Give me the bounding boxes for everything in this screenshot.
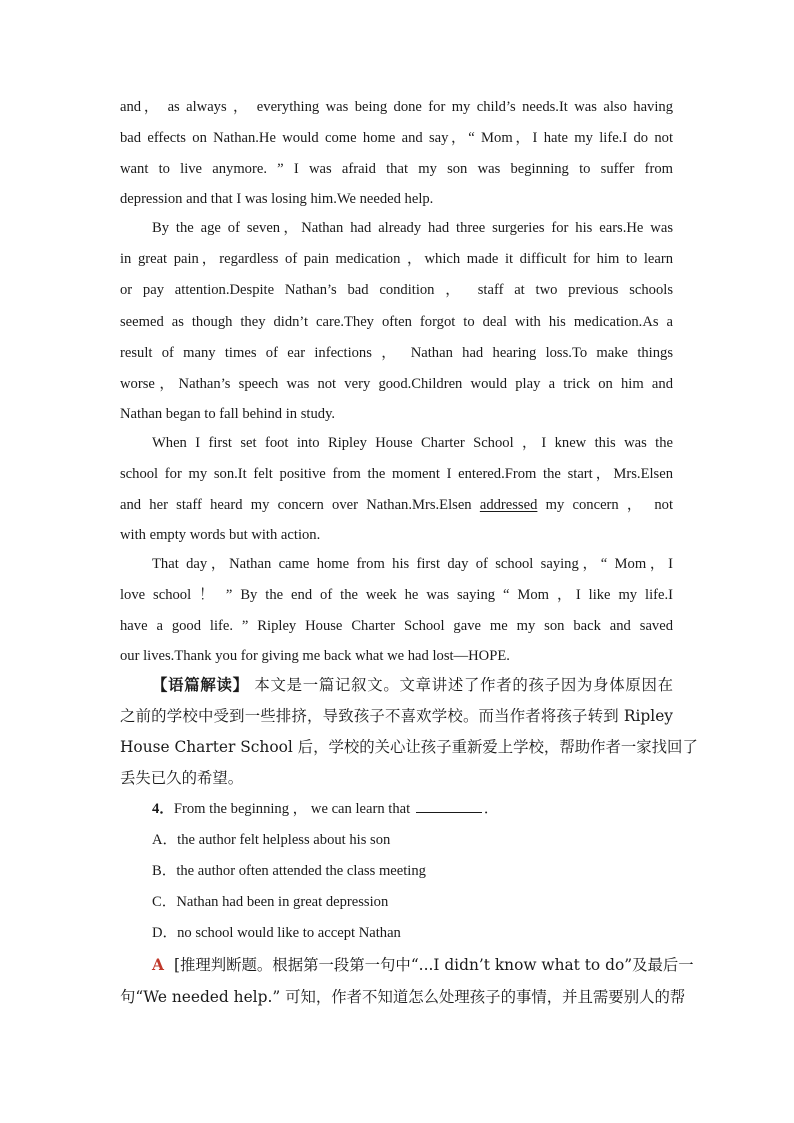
option-b: B．the author often attended the class meeting — [152, 863, 426, 879]
option-a: A．the author felt helpless about his son — [152, 832, 391, 848]
passage-line: depression and that I was losing him.We needed help. — [120, 191, 434, 207]
question-text: From the beginning ， we can learn that — [173, 801, 414, 817]
passage-text: and her staff heard my concern over Nathan.Mrs.Elsen — [120, 497, 480, 513]
underlined-word: addressed — [479, 497, 538, 513]
explanation-line — [152, 954, 694, 976]
question-end: ． — [483, 801, 499, 817]
passage-line: with empty words but with action. — [120, 527, 321, 543]
passage-line: seemed as though they didn’t care.They often forgot to deal with his medication.As a — [120, 314, 673, 330]
reading-note-line: 之前的学校中受到一些排挤，导致孩子不喜欢学校。而当作者将孩子转到 Ripley — [120, 707, 673, 725]
question-stem — [152, 799, 498, 819]
passage-line: and， as always ， everything was being done for my child’s needs.It was also having — [120, 99, 673, 115]
passage-line-with-underline — [120, 495, 673, 515]
reading-note-line: House Charter School 后，学校的关心让孩子重新爱上学校，帮助作者一家找回了 — [120, 738, 698, 756]
question-number: 4． — [152, 801, 174, 817]
explanation-line: 句“We needed help.” 可知，作者不知道怎么处理孩子的事情，并且需要别人的帮 — [120, 988, 686, 1006]
reading-note-line: 丢失已久的希望。 — [120, 769, 244, 787]
passage-line: worse，Nathan’s speech was not very good.Children would play a trick on him and — [120, 376, 673, 392]
passage-line: want to live anymore. ” I was afraid that my son was beginning to suffer from — [120, 161, 673, 177]
passage-line: When I first set foot into Ripley House Charter School ，I knew this was the — [152, 435, 673, 451]
reading-note-tag: 【语篇解读】 — [152, 676, 249, 694]
passage-line: Nathan began to fall behind in study. — [120, 406, 336, 422]
option-d: D．no school would like to accept Nathan — [152, 925, 401, 941]
passage-line: That day，Nathan came home from his first day of school saying，“ Mom，I — [152, 556, 673, 572]
answer-blank — [416, 811, 482, 813]
passage-line: or pay attention.Despite Nathan’s bad condition ， staff at two previous schools — [120, 282, 673, 298]
answer-letter: A — [152, 956, 164, 974]
passage-line: school for my son.It felt positive from the moment I entered.From the start，Mrs.Elsen — [120, 466, 673, 482]
passage-line: result of many times of ear infections ， Nathan had hearing loss.To make things — [120, 345, 673, 361]
reading-note-text: 本文是一篇记叙文。文章讲述了作者的孩子因为身体原因在 — [248, 676, 673, 694]
passage-line: bad effects on Nathan.He would come home and say，“ Mom，I hate my life.I do not — [120, 130, 673, 146]
passage-line: have a good life. ” Ripley House Charter School gave me my son back and saved — [120, 618, 673, 634]
passage-text: my concern ， not — [537, 497, 674, 513]
passage-line: love school ！ ” By the end of the week he was saying “ Mom ，I like my life.I — [120, 587, 673, 603]
explanation-text: [推理判断题。根据第一段第一句中“...I didn’t know what to do”及最后一 — [173, 956, 694, 974]
passage-line: our lives.Thank you for giving me back what we had lost—HOPE. — [120, 648, 510, 664]
reading-note-line — [152, 674, 673, 696]
passage-line: in great pain，regardless of pain medication ，which made it difficult for him to learn — [120, 251, 673, 267]
passage-line: By the age of seven，Nathan had already had three surgeries for his ears.He was — [152, 220, 673, 236]
option-c: C．Nathan had been in great depression — [152, 894, 389, 910]
